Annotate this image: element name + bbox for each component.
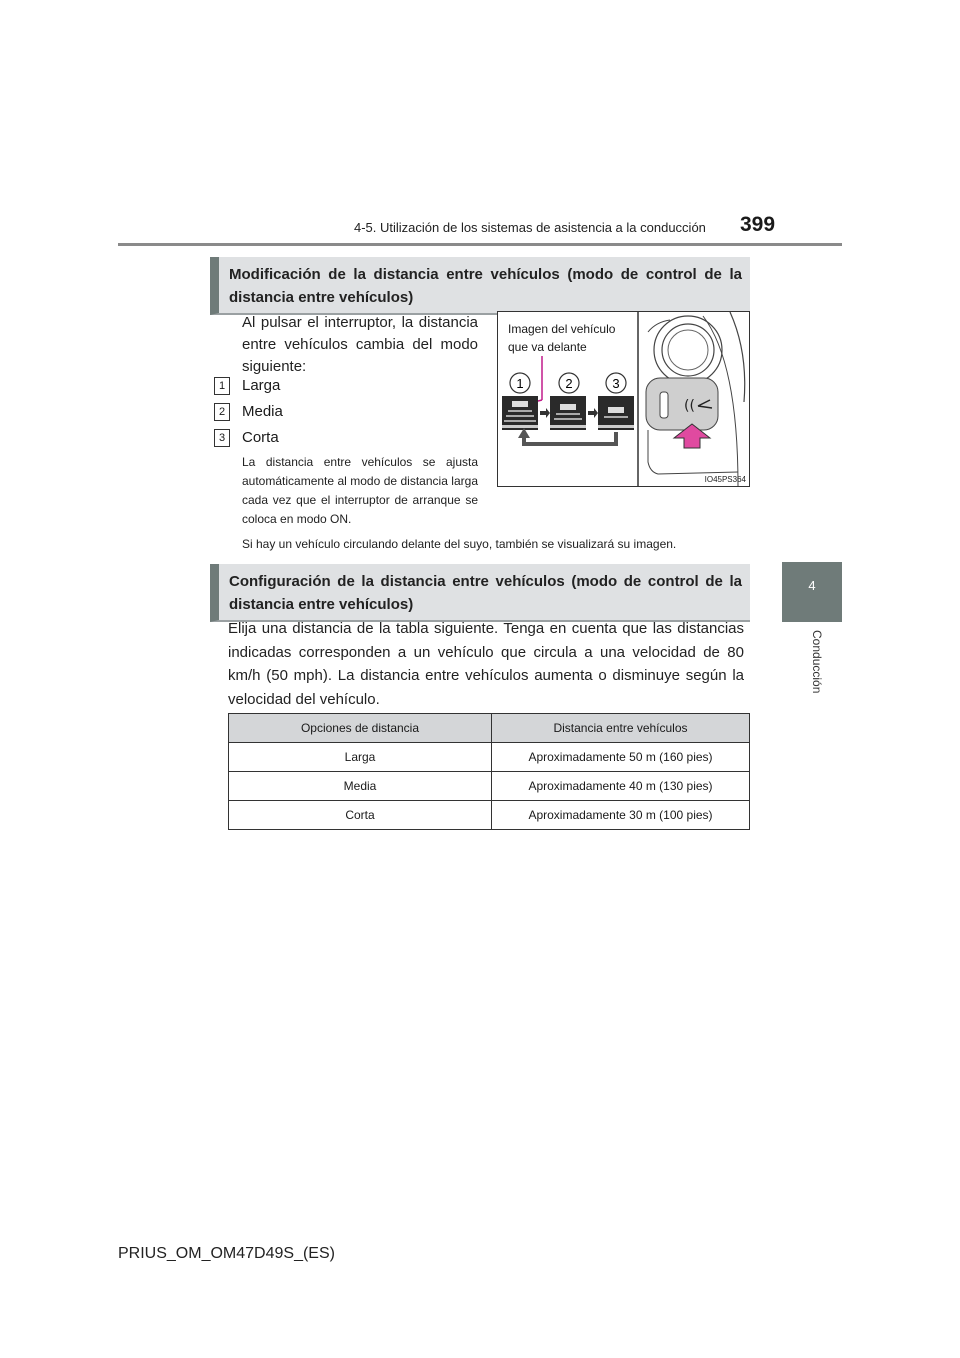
table-row — [229, 743, 750, 772]
figure-code: IO45PS364 — [704, 475, 746, 484]
item-label: Corta — [242, 429, 279, 446]
illustration-svg — [498, 312, 749, 486]
table-cell: Aproximadamente 50 m (160 pies) — [492, 743, 750, 772]
display-short — [598, 396, 634, 430]
section2-paragraph: Elija una distancia de la tabla siguiente. Tenga en cuenta que las distancias indicadas corresponden a un vehículo que circula a una velocidad de 80 km/h (50 mph). La distancia entre vehículos aumenta o disminuye según la velocidad del vehículo. — [228, 620, 744, 708]
section-heading-modify-distance: Modificación de la distancia entre vehículos (modo de control de la distancia entre vehículos) — [210, 257, 750, 315]
table-cell: Larga — [229, 743, 492, 772]
item-label: Larga — [242, 377, 281, 394]
figure-callout: Imagen del vehículo que va delante — [508, 322, 616, 354]
chapter-number: 4 — [808, 578, 816, 593]
item-number-badge: 1 — [214, 377, 230, 395]
column-header: Opciones de distancia — [229, 714, 492, 743]
table-cell: Aproximadamente 40 m (130 pies) — [492, 772, 750, 801]
display-medium — [550, 396, 586, 430]
table-cell: Aproximadamente 30 m (100 pies) — [492, 801, 750, 830]
column-header: Distancia entre vehículos — [492, 714, 750, 743]
page-number: 399 — [740, 213, 776, 236]
table-row — [229, 772, 750, 801]
item-number-badge: 2 — [214, 403, 230, 421]
table-cell: Media — [229, 772, 492, 801]
svg-text:3: 3 — [612, 376, 620, 391]
table-header-row — [229, 714, 750, 743]
section1-note-vehicle-image: Si hay un vehículo circulando delante del suyo, también se visualizará su imagen. — [242, 537, 677, 551]
section-heading-set-distance: Configuración de la distancia entre vehículos (modo de control de la distancia entre vehículos) — [210, 564, 750, 622]
svg-text:1: 1 — [516, 376, 524, 391]
document-code: PRIUS_OM_OM47D49S_(ES) — [118, 1245, 335, 1262]
section1-note-auto-reset: La distancia entre vehículos se ajusta automáticamente al modo de distancia larga cada vez que el interruptor de arranque se coloca en modo ON. — [242, 455, 478, 526]
table-cell: Corta — [229, 801, 492, 830]
distance-table — [228, 713, 750, 830]
list-item-3 — [214, 428, 279, 448]
list-item-1 — [214, 376, 281, 396]
distance-switch-illustration — [497, 311, 750, 487]
item-number-badge: 3 — [214, 429, 230, 447]
list-item-2 — [214, 402, 283, 422]
table-row — [229, 801, 750, 830]
svg-text:((: (( — [684, 398, 695, 414]
item-label: Media — [242, 403, 283, 420]
svg-text:2: 2 — [565, 376, 573, 391]
section1-intro: Al pulsar el interruptor, la distancia entre vehículos cambia del modo siguiente: — [242, 314, 478, 375]
display-long — [502, 396, 538, 430]
marker-1 — [510, 373, 530, 393]
marker-2 — [559, 373, 579, 393]
marker-3 — [606, 373, 626, 393]
header-rule — [118, 243, 842, 246]
running-header: 4-5. Utilización de los sistemas de asistencia a la conducción — [354, 220, 706, 235]
chapter-label: Conducción — [810, 630, 824, 694]
